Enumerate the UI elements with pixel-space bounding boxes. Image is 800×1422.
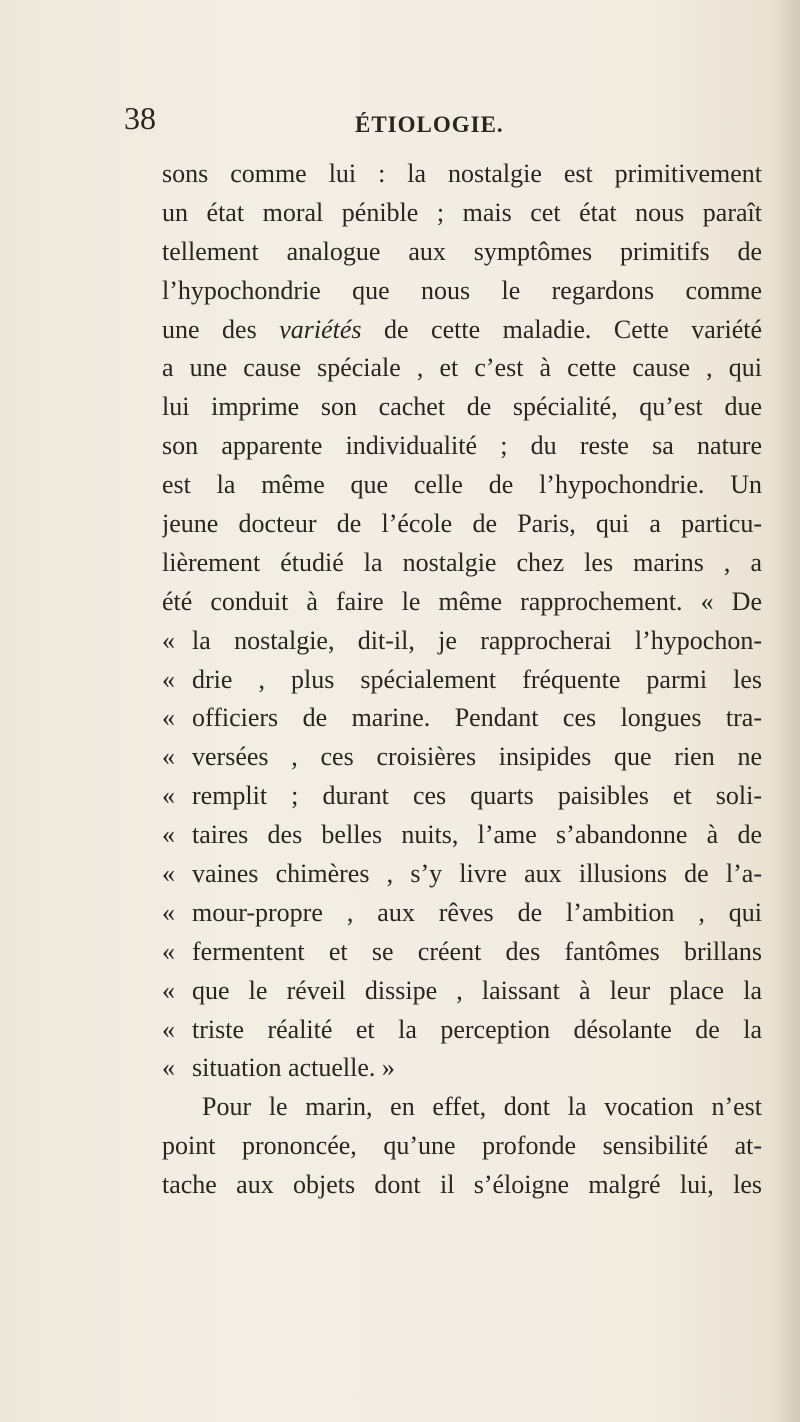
quote-mark: « xyxy=(162,781,175,811)
quote-line xyxy=(162,622,762,661)
text-line: jeune docteur de l’école de Paris, qui a particu- xyxy=(162,509,762,539)
quote-line xyxy=(162,777,762,816)
text-span: une des xyxy=(162,314,280,344)
text-line: sons comme lui : la nostalgie est primitivement xyxy=(162,159,762,188)
quote-text: vaines chimères , s’y livre aux illusions de l’a- xyxy=(192,859,762,889)
quote-line xyxy=(162,894,762,933)
page-edge-shadow xyxy=(770,0,800,1422)
quote-text: mour-propre , aux rêves de l’ambition , qui xyxy=(192,897,762,927)
quote-mark: « xyxy=(162,625,175,655)
quote-line xyxy=(162,738,762,777)
quote-mark: « xyxy=(162,742,175,772)
quote-mark: « xyxy=(162,1014,175,1044)
text-line: tellement analogue aux symptômes primitifs de xyxy=(162,236,762,266)
quote-mark: « xyxy=(162,975,175,1005)
page-number: 38 xyxy=(124,100,156,136)
body-text xyxy=(162,155,762,1205)
quote-text: triste réalité et la perception désolante de la xyxy=(192,1014,762,1044)
quote-mark: « xyxy=(162,936,175,966)
text-span: de cette maladie. Cette variété xyxy=(361,314,762,344)
quote-line xyxy=(162,855,762,894)
quote-mark: « xyxy=(162,664,175,694)
quote-mark: « xyxy=(162,820,175,850)
quote-text: la nostalgie, dit-il, je rapprocherai l’hypochon- xyxy=(192,625,762,655)
quote-line xyxy=(162,933,762,972)
text-line: tache aux objets dont il s’éloigne malgré lui, les xyxy=(162,1170,762,1200)
text-line: est la même que celle de l’hypochondrie. Un xyxy=(162,470,762,500)
quote-text: que le réveil dissipe , laissant à leur place la xyxy=(192,975,762,1005)
quote-mark: « xyxy=(162,703,175,733)
quote-text: remplit ; durant ces quarts paisibles et soli- xyxy=(192,781,762,811)
text-line: lui imprime son cachet de spécialité, qu’est due xyxy=(162,392,762,422)
quote-text: fermentent et se créent des fantômes brillans xyxy=(192,936,762,966)
text-line: son apparente individualité ; du reste sa nature xyxy=(162,431,762,461)
quote-line xyxy=(162,661,762,700)
running-head: ÉTIOLOGIE. xyxy=(355,112,504,137)
quote-text: officiers de marine. Pendant ces longues tra- xyxy=(192,703,762,733)
quote-line xyxy=(162,972,762,1011)
text-line: a une cause spéciale , et c’est à cette cause , qui xyxy=(162,353,762,383)
quote-text: versées , ces croisières insipides que rien ne xyxy=(192,742,762,772)
quote-line xyxy=(162,1049,762,1088)
text-line xyxy=(162,311,762,350)
text-line: lièrement étudié la nostalgie chez les marins , a xyxy=(162,547,762,577)
quote-mark: « xyxy=(162,1053,175,1083)
quote-mark: « xyxy=(162,897,175,927)
text-line: l’hypochondrie que nous le regardons comme xyxy=(162,275,762,305)
italic-term: variétés xyxy=(279,314,362,344)
paragraph-start-line: Pour le marin, en effet, dont la vocation n’est xyxy=(202,1092,762,1122)
text-line: un état moral pénible ; mais cet état nous paraît xyxy=(162,197,762,227)
quote-text: drie , plus spécialement fréquente parmi les xyxy=(192,664,762,694)
quote-text: taires des belles nuits, l’ame s’abandonne à de xyxy=(192,820,762,850)
quote-line xyxy=(162,816,762,855)
text-line: été conduit à faire le même rapprochement. « De xyxy=(162,586,762,616)
quote-mark: « xyxy=(162,859,175,889)
quote-line xyxy=(162,699,762,738)
quote-line xyxy=(162,1011,762,1050)
text-line: point prononcée, qu’une profonde sensibilité at- xyxy=(162,1131,762,1161)
quote-text: situation actuelle. » xyxy=(192,1053,395,1083)
